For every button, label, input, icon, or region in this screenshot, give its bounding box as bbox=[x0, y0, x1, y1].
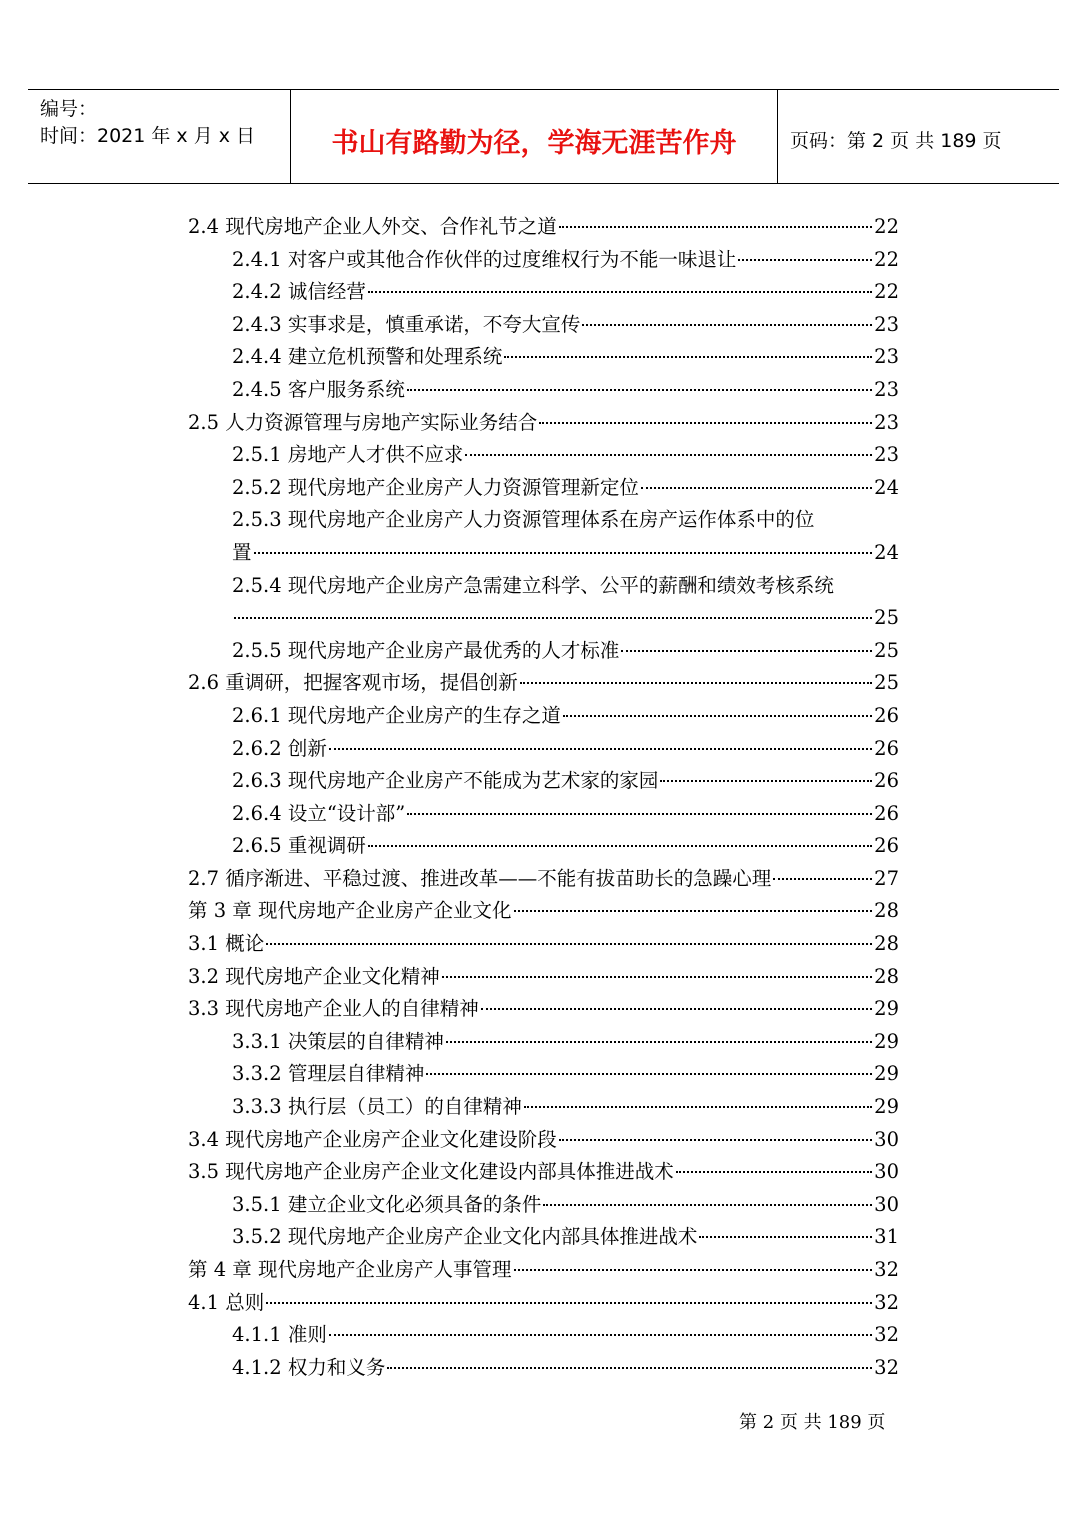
toc-entry-title: 3.3.3 执行层（员工）的自律精神 bbox=[232, 1095, 522, 1119]
toc-entry-title: 第 3 章 现代房地产企业房产企业文化 bbox=[188, 899, 512, 923]
toc-entry-title: 2.5 人力资源管理与房地产实际业务结合 bbox=[188, 410, 538, 434]
toc-entry-title: 2.7 循序渐进、平稳过渡、推进改革——不能有拔苗助长的急躁心理 bbox=[188, 866, 772, 890]
toc-entry-page: 26 bbox=[874, 834, 899, 858]
header-page-cell bbox=[778, 90, 1059, 183]
dot-leader bbox=[446, 1041, 872, 1043]
toc-entry-page: 29 bbox=[874, 1062, 899, 1086]
toc-entry-line bbox=[188, 895, 899, 928]
toc-entry[interactable] bbox=[188, 961, 899, 994]
dot-leader bbox=[266, 943, 872, 945]
toc-entry-page: 31 bbox=[874, 1225, 899, 1249]
toc-entry-line bbox=[188, 961, 899, 994]
toc-entry[interactable] bbox=[188, 309, 899, 342]
toc-entry-line bbox=[232, 276, 899, 309]
toc-entry-title: 2.5.1 房地产人才供不应求 bbox=[232, 443, 464, 467]
toc-entry-line bbox=[232, 1058, 899, 1091]
toc-entry-page: 22 bbox=[874, 247, 899, 271]
toc-entry-line bbox=[232, 537, 899, 570]
dot-leader bbox=[773, 878, 872, 880]
toc-entry-page: 32 bbox=[874, 1355, 899, 1379]
toc-entry-page: 28 bbox=[874, 932, 899, 956]
toc-entry-page: 22 bbox=[874, 215, 899, 238]
toc-entry-page: 25 bbox=[874, 638, 899, 662]
toc-entry[interactable] bbox=[188, 928, 899, 961]
dot-leader bbox=[559, 226, 872, 228]
page-footer: 第 2 页 共 189 页 bbox=[739, 1412, 886, 1433]
toc-entry-title: 2.6.1 现代房地产企业房产的生存之道 bbox=[232, 703, 561, 727]
toc-entry-title: 2.5.5 现代房地产企业房产最优秀的人才标准 bbox=[232, 638, 620, 662]
toc-entry-page: 27 bbox=[874, 866, 899, 890]
toc-entry-page: 25 bbox=[874, 671, 899, 695]
toc-entry-title: 2.4.5 客户服务系统 bbox=[232, 377, 405, 401]
toc-entry-page: 29 bbox=[874, 1095, 899, 1119]
toc-entry-page: 32 bbox=[874, 1258, 899, 1281]
dot-leader bbox=[543, 1204, 872, 1206]
dot-leader bbox=[254, 552, 873, 554]
motto: 书山有路勤为径，学海无涯苦作舟 bbox=[331, 128, 737, 159]
toc-entry[interactable] bbox=[188, 407, 899, 440]
dot-leader bbox=[514, 1269, 873, 1271]
toc-entry-page: 25 bbox=[874, 606, 899, 630]
dot-leader bbox=[368, 291, 872, 293]
toc-entry-title: 2.4 现代房地产企业人外交、合作礼节之道 bbox=[188, 215, 557, 238]
toc-entry-title-cont: 置 bbox=[232, 540, 252, 564]
toc-entry-page: 26 bbox=[874, 769, 899, 793]
dot-leader bbox=[539, 422, 872, 424]
dot-leader bbox=[520, 682, 872, 684]
toc-entry[interactable] bbox=[188, 1156, 899, 1189]
toc-entry-line bbox=[232, 1091, 899, 1124]
dot-leader bbox=[514, 910, 873, 912]
toc-entry-line bbox=[232, 472, 899, 505]
toc-entry-line bbox=[232, 439, 899, 472]
toc-entry-title: 2.6.3 现代房地产企业房产不能成为艺术家的家园 bbox=[232, 769, 659, 793]
toc-entry-line bbox=[232, 765, 899, 798]
toc-entry-line bbox=[232, 635, 899, 668]
toc-entry-line bbox=[232, 733, 899, 766]
dot-leader bbox=[426, 1073, 872, 1075]
toc-entry-line bbox=[232, 830, 899, 863]
toc-entry-line bbox=[188, 1254, 899, 1287]
toc-entry[interactable] bbox=[188, 1352, 899, 1385]
toc-entry-page: 30 bbox=[874, 1192, 899, 1216]
time-label: 时间：2021 年 x 月 x 日 bbox=[40, 125, 256, 147]
dot-leader bbox=[660, 780, 872, 782]
toc-entry-line bbox=[188, 407, 899, 440]
toc-entry-title: 2.4.3 实事求是，慎重承诺，不夸大宣传 bbox=[232, 312, 581, 336]
toc-entry-page: 28 bbox=[874, 899, 899, 923]
header-page-label: 页码：第 2 页 共 189 页 bbox=[790, 130, 1002, 152]
toc-entry-line bbox=[188, 863, 899, 896]
toc-entry-title: 3.1 概论 bbox=[188, 932, 265, 956]
toc-entry-page: 28 bbox=[874, 964, 899, 988]
toc-entry-title: 第 4 章 现代房地产企业房产人事管理 bbox=[188, 1258, 512, 1281]
table-of-contents bbox=[188, 211, 899, 1384]
toc-entry[interactable] bbox=[188, 1319, 899, 1352]
toc-entry-title: 3.5 现代房地产企业房产企业文化建设内部具体推进战术 bbox=[188, 1160, 674, 1184]
toc-entry-page: 24 bbox=[874, 540, 899, 564]
dot-leader bbox=[387, 1367, 872, 1369]
toc-entry-line bbox=[188, 928, 899, 961]
toc-entry[interactable] bbox=[188, 472, 899, 505]
dot-leader bbox=[465, 454, 872, 456]
dot-leader bbox=[621, 650, 872, 652]
toc-entry-line bbox=[232, 1026, 899, 1059]
toc-entry[interactable] bbox=[188, 1058, 899, 1091]
dot-leader bbox=[504, 356, 872, 358]
number-label: 编号： bbox=[40, 98, 98, 120]
toc-entry[interactable] bbox=[188, 733, 899, 766]
toc-entry[interactable] bbox=[188, 1124, 899, 1157]
toc-entry-line bbox=[232, 1221, 899, 1254]
toc-entry-line bbox=[188, 1124, 899, 1157]
toc-entry-title: 3.3.2 管理层自律精神 bbox=[232, 1062, 425, 1086]
toc-entry[interactable] bbox=[188, 1221, 899, 1254]
toc-entry-title: 2.4.4 建立危机预警和处理系统 bbox=[232, 345, 503, 369]
toc-entry-line bbox=[232, 700, 899, 733]
toc-entry-title: 2.5.4 现代房地产企业房产急需建立科学、公平的薪酬和绩效考核系统 bbox=[232, 573, 834, 597]
toc-entry-line bbox=[232, 1189, 899, 1222]
toc-entry[interactable] bbox=[188, 635, 899, 668]
toc-entry-title: 2.5.2 现代房地产企业房产人力资源管理新定位 bbox=[232, 475, 639, 499]
header-motto-cell bbox=[291, 90, 778, 183]
toc-entry-line bbox=[232, 798, 899, 831]
toc-entry[interactable] bbox=[188, 504, 899, 569]
toc-entry[interactable] bbox=[188, 244, 899, 277]
dot-leader bbox=[329, 1334, 872, 1336]
toc-entry-line bbox=[188, 1287, 899, 1320]
toc-entry-line bbox=[232, 1352, 899, 1385]
toc-entry[interactable] bbox=[188, 1026, 899, 1059]
toc-entry-title: 2.6 重调研，把握客观市场，提倡创新 bbox=[188, 671, 518, 695]
toc-entry-title: 4.1 总则 bbox=[188, 1290, 265, 1314]
toc-entry-title: 2.6.2 创新 bbox=[232, 736, 327, 760]
toc-entry[interactable] bbox=[188, 895, 899, 928]
dot-leader bbox=[266, 1302, 872, 1304]
toc-entry-page: 23 bbox=[874, 377, 899, 401]
dot-leader bbox=[329, 748, 872, 750]
toc-entry-line bbox=[232, 1319, 899, 1352]
toc-entry-title: 3.5.2 现代房地产企业房产企业文化内部具体推进战术 bbox=[232, 1225, 698, 1249]
toc-entry-title: 3.3 现代房地产企业人的自律精神 bbox=[188, 997, 479, 1021]
toc-entry-page: 32 bbox=[874, 1290, 899, 1314]
toc-entry-line bbox=[188, 1156, 899, 1189]
dot-leader bbox=[699, 1236, 872, 1238]
toc-entry-page: 26 bbox=[874, 801, 899, 825]
toc-entry-page: 23 bbox=[874, 443, 899, 467]
toc-entry-page: 30 bbox=[874, 1127, 899, 1151]
toc-entry-page: 23 bbox=[874, 312, 899, 336]
toc-entry[interactable] bbox=[188, 211, 899, 244]
toc-entry-page: 30 bbox=[874, 1160, 899, 1184]
toc-entry-title: 3.5.1 建立企业文化必须具备的条件 bbox=[232, 1192, 542, 1216]
toc-entry[interactable] bbox=[188, 667, 899, 700]
toc-entry-title: 2.5.3 现代房地产企业房产人力资源管理体系在房产运作体系中的位 bbox=[232, 508, 815, 532]
toc-entry[interactable] bbox=[188, 1254, 899, 1287]
toc-entry-page: 29 bbox=[874, 1029, 899, 1053]
toc-entry[interactable] bbox=[188, 341, 899, 374]
toc-entry[interactable] bbox=[188, 570, 899, 635]
toc-entry[interactable] bbox=[188, 700, 899, 733]
dot-leader bbox=[738, 259, 872, 261]
toc-entry-page: 26 bbox=[874, 736, 899, 760]
toc-entry[interactable] bbox=[188, 439, 899, 472]
toc-entry[interactable] bbox=[188, 993, 899, 1026]
toc-entry[interactable] bbox=[188, 1287, 899, 1320]
toc-entry[interactable] bbox=[188, 1091, 899, 1124]
dot-leader bbox=[524, 1106, 872, 1108]
toc-entry[interactable] bbox=[188, 798, 899, 831]
toc-entry[interactable] bbox=[188, 1189, 899, 1222]
toc-entry-line bbox=[188, 993, 899, 1026]
toc-entry-title: 3.4 现代房地产企业房产企业文化建设阶段 bbox=[188, 1127, 557, 1151]
dot-leader bbox=[481, 1008, 872, 1010]
toc-entry-line bbox=[232, 602, 899, 635]
toc-entry-line bbox=[232, 341, 899, 374]
toc-entry-page: 26 bbox=[874, 703, 899, 727]
toc-entry-title: 3.3.1 决策层的自律精神 bbox=[232, 1029, 444, 1053]
toc-entry-line bbox=[188, 667, 899, 700]
dot-leader bbox=[407, 813, 872, 815]
dot-leader bbox=[582, 324, 872, 326]
toc-entry-line bbox=[188, 211, 899, 244]
header-meta-cell bbox=[28, 90, 291, 183]
dot-leader bbox=[368, 845, 872, 847]
toc-entry-page: 23 bbox=[874, 410, 899, 434]
toc-entry-title: 2.4.2 诚信经营 bbox=[232, 280, 366, 304]
dot-leader bbox=[559, 1139, 872, 1141]
toc-entry[interactable] bbox=[188, 765, 899, 798]
toc-entry-line bbox=[232, 309, 899, 342]
toc-entry-title: 2.6.4 设立“设计部” bbox=[232, 801, 406, 825]
toc-entry-page: 32 bbox=[874, 1323, 899, 1347]
page-header bbox=[28, 89, 1059, 184]
toc-entry-page: 23 bbox=[874, 345, 899, 369]
toc-entry[interactable] bbox=[188, 830, 899, 863]
toc-entry-title: 3.2 现代房地产企业文化精神 bbox=[188, 964, 440, 988]
dot-leader bbox=[234, 617, 872, 619]
toc-entry[interactable] bbox=[188, 863, 899, 896]
dot-leader bbox=[676, 1171, 872, 1173]
dot-leader bbox=[407, 389, 872, 391]
toc-entry-page: 29 bbox=[874, 997, 899, 1021]
toc-entry-line bbox=[232, 374, 899, 407]
dot-leader bbox=[442, 976, 872, 978]
dot-leader bbox=[563, 715, 872, 717]
toc-entry-page: 22 bbox=[874, 280, 899, 304]
toc-entry-page: 24 bbox=[874, 475, 899, 499]
toc-entry-line bbox=[232, 244, 899, 277]
toc-entry[interactable] bbox=[188, 276, 899, 309]
toc-entry-title: 2.4.1 对客户或其他合作伙伴的过度维权行为不能一味退让 bbox=[232, 247, 737, 271]
toc-entry[interactable] bbox=[188, 374, 899, 407]
toc-entry-title: 2.6.5 重视调研 bbox=[232, 834, 366, 858]
dot-leader bbox=[641, 487, 872, 489]
toc-entry-title: 4.1.1 准则 bbox=[232, 1323, 327, 1347]
toc-entry-title: 4.1.2 权力和义务 bbox=[232, 1355, 386, 1379]
